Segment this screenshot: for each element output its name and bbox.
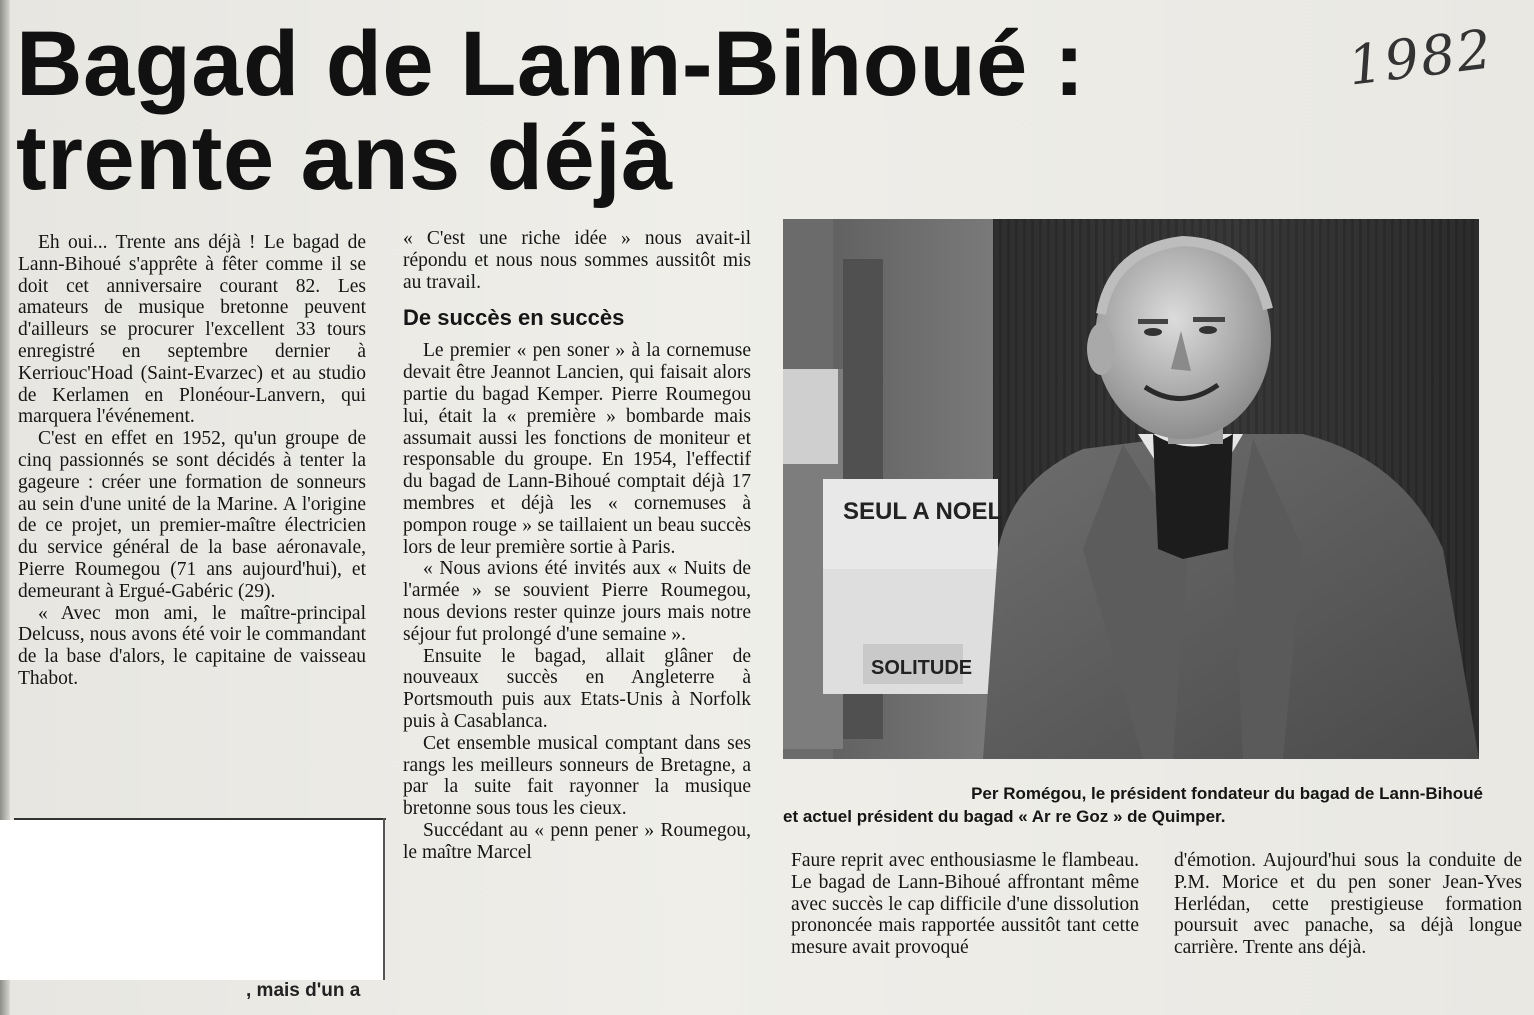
- patch-border: [383, 818, 385, 980]
- caption-line-2: et actuel président du bagad « Ar re Goz » de Quimper.: [783, 807, 1226, 826]
- article-column-1: [18, 232, 366, 690]
- photo-caption: [783, 782, 1483, 828]
- article-column-4: [1174, 850, 1522, 959]
- poster-text-1: SEUL A NOEL: [843, 498, 1003, 525]
- paragraph: « C'est une riche idée » nous avait-il répondu et nous nous sommes aussitôt mis au travail.: [403, 228, 751, 293]
- paragraph: Le premier « pen soner » à la cornemuse devait être Jeannot Lancien, qui faisait alors partie du bagad Kemper. Pierre Roumegou lui, était la « première » bombarde mais assumait aussi les fonctions de moniteur et responsable du groupe. En 1954, l'effectif du bagad de Lann-Bihoué comptait déjà 17 membres et déjà les « cornemuses à pompon rouge » se taillaient un beau succès lors de leur première sortie à Paris.: [403, 340, 751, 558]
- poster-text-2: SOLITUDE: [871, 657, 973, 679]
- article-column-2: [403, 228, 751, 864]
- subheading: De succès en succès: [403, 305, 625, 331]
- handwritten-year: 1982: [1344, 17, 1497, 98]
- headline-line-2: trente ans déjà: [16, 107, 673, 209]
- paragraph: « Avec mon ami, le maître-principal Delcuss, nous avons été voir le commandant de la base d'alors, le capitaine de vaisseau Thabot.: [18, 602, 366, 689]
- caption-line-1: Per Romégou, le président fondateur du bagad de Lann-Bihoué: [971, 784, 1483, 803]
- paragraph: « Nous avions été invités aux « Nuits de l'armée » se souvient Pierre Roumegou, nous devions rester quinze jours mais notre séjour fut prolongé d'une semaine ».: [403, 558, 751, 645]
- paragraph: C'est en effet en 1952, qu'un groupe de cinq passionnés se sont décidés à tenter la gageure : créer une formation de sonneurs au sein d'une unité de la Marine. A l'origine de ce projet, un premier-maître électricien du service général de la base aéronavale, Pierre Roumegou (71 ans aujourd'hui), et demeurant à Ergué-Gabéric (29).: [18, 428, 366, 602]
- paragraph: Faure reprit avec enthousiasme le flambeau. Le bagad de Lann-Bihoué affrontant même avec succès le cap difficile d'une dissolution prononcée mais rapportée aussitôt tant cette mesure avait provoqué: [791, 850, 1139, 959]
- article-column-3: [791, 850, 1139, 959]
- paragraph: Cet ensemble musical comptant dans ses rangs les meilleurs sonneurs de Bretagne, a par la suite fait rayonner la musique bretonne sous tous les cieux.: [403, 732, 751, 820]
- truncated-text-fragment: , mais d'un a: [246, 980, 361, 1001]
- paragraph: Eh oui... Trente ans déjà ! Le bagad de Lann-Bihoué s'apprête à fêter comme il se doit cet anniversaire courant 82. Les amateurs de musique bretonne peuvent d'ailleurs se procurer l'excellent 33 tours enregistré en septembre dernier à Kerriouc'Hoad (Saint-Evarzec) et au studio de Kerlamen en Plonéour-Lanvern, qui marquera l'événement.: [18, 232, 366, 428]
- portrait-photo: [783, 219, 1479, 759]
- headline-line-1: Bagad de Lann-Bihoué :: [16, 13, 1085, 115]
- paragraph: Succédant au « penn pener » Roumegou, le maître Marcel: [403, 819, 751, 863]
- paragraph: d'émotion. Aujourd'hui sous la conduite de P.M. Morice et du pen soner Jean-Yves Herlédan, cette prestigieuse formation poursuit avec panache, sa déjà longue carrière. Trente ans déjà.: [1174, 850, 1522, 959]
- paragraph: Ensuite le bagad, allait glâner de nouveaux succès en Angleterre à Portsmouth puis aux Etats-Unis à Norfolk puis à Casablanca.: [403, 645, 751, 732]
- blank-patch: [0, 820, 385, 980]
